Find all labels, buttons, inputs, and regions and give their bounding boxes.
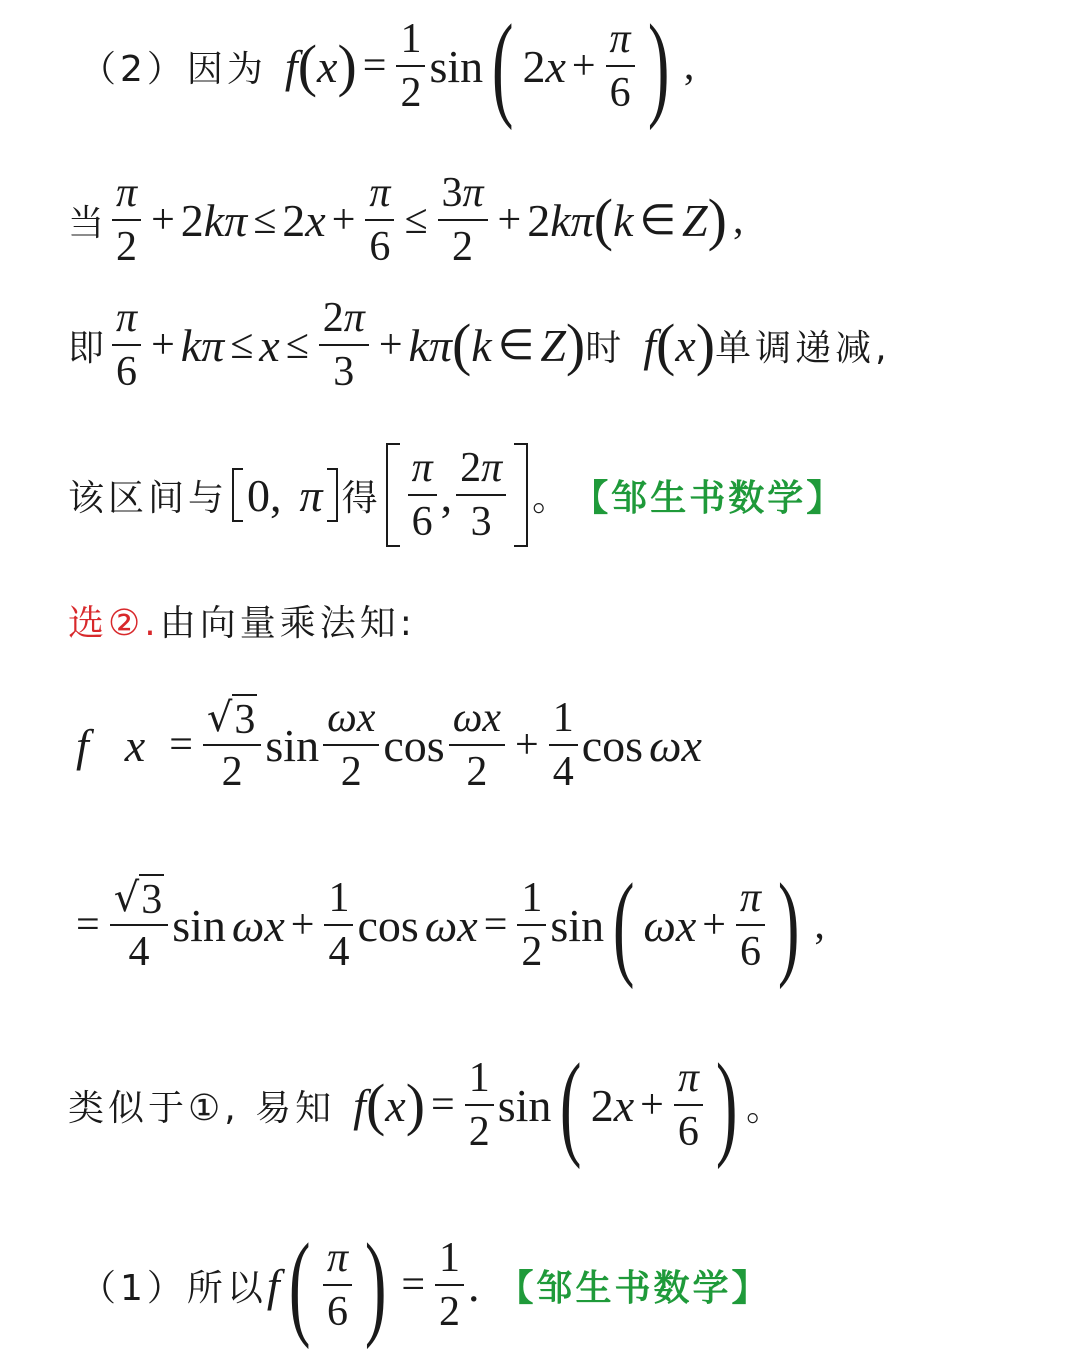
plus-sign: +: [378, 322, 403, 368]
in-sign: ∈: [497, 323, 535, 369]
fraction-half: [517, 872, 546, 978]
coef: 2: [522, 40, 546, 92]
equals-sign: =: [169, 722, 193, 768]
fraction-1-4: [549, 692, 578, 798]
cos-fn: cos: [357, 899, 419, 951]
shi-label: 时: [585, 327, 626, 369]
interval-label: 该区间与: [68, 477, 229, 519]
equals-sign: =: [362, 43, 387, 89]
denominator: 4: [552, 749, 574, 795]
denominator: 2: [116, 224, 138, 270]
fraction-wx-2: [449, 692, 505, 798]
var-x: x: [124, 719, 146, 771]
line-choose2: [0, 550, 1080, 690]
denominator: 6: [739, 929, 761, 975]
watermark-label: 【邹生书数学】: [572, 477, 846, 519]
numerator: π: [739, 875, 762, 921]
var-k: k: [471, 319, 492, 371]
paren: ): [565, 312, 586, 377]
denominator: 3: [470, 499, 492, 545]
comma: ,: [814, 902, 825, 948]
numerator: 1: [552, 695, 574, 741]
denominator: 2: [521, 929, 543, 975]
sin-fn: sin: [429, 40, 484, 92]
set-z: Z: [682, 194, 708, 246]
line-part1: [0, 1215, 1080, 1355]
set-z: Z: [540, 319, 566, 371]
numerator: ωx: [327, 695, 376, 741]
radicand: 3: [139, 874, 164, 924]
numerator: π: [116, 295, 138, 341]
denominator: 2: [439, 1289, 461, 1335]
numerator: 1: [400, 16, 422, 62]
watermark-label: 【邹生书数学】: [497, 1267, 771, 1309]
fraction-pi-6: [606, 13, 635, 119]
paren: (: [451, 312, 472, 377]
digit: 3: [441, 170, 463, 216]
part1-label: （1）所以: [80, 1267, 267, 1309]
plus-sign: +: [497, 197, 522, 243]
fraction-half: [435, 1232, 464, 1338]
pi: π: [481, 445, 503, 491]
fraction-sqrt3-2: [203, 692, 262, 798]
denominator: 6: [369, 224, 391, 270]
big-paren: ): [715, 1039, 738, 1170]
coef: 2: [180, 194, 204, 246]
var-x: x: [613, 1079, 635, 1131]
equals-sign: =: [76, 902, 100, 948]
equals-sign: =: [431, 1082, 455, 1128]
fraction-pi-6: [408, 442, 437, 548]
line-part2: [0, 0, 1080, 136]
denominator: 6: [411, 499, 433, 545]
pi: π: [299, 469, 323, 521]
numerator: π: [369, 170, 391, 216]
plus-sign: +: [151, 322, 175, 368]
big-paren: ): [647, 0, 670, 131]
denominator: 6: [677, 1109, 699, 1155]
numerator: π: [326, 1235, 349, 1281]
pi: π: [343, 295, 365, 341]
fraction-pi-6: [112, 292, 141, 398]
big-paren: ): [364, 1219, 387, 1350]
denominator: 4: [128, 929, 150, 975]
in-sign: ∈: [639, 198, 677, 244]
denominator: 2: [221, 749, 243, 795]
digit: 2: [322, 295, 344, 341]
denominator: 6: [116, 349, 138, 395]
sin-fn: sin: [550, 899, 605, 951]
equals-sign: =: [483, 902, 508, 948]
fraction-wx-2: [323, 692, 379, 798]
big-bracket-left: [386, 443, 400, 547]
big-paren: ): [777, 859, 800, 990]
k-pi: kπ: [203, 194, 248, 246]
denominator: 6: [327, 1289, 348, 1335]
omega-x: ωx: [424, 899, 478, 951]
comma: ,: [732, 197, 744, 243]
fraction-pi-6: [674, 1052, 703, 1158]
comma: ,: [440, 469, 453, 521]
cos-fn: cos: [581, 719, 644, 771]
ji-label: 即: [68, 327, 109, 369]
fraction-pi-2: [112, 167, 141, 273]
paren: ): [695, 312, 716, 377]
plus-sign: +: [151, 197, 175, 243]
plus-sign: +: [515, 722, 539, 768]
k-pi: kπ: [408, 319, 452, 371]
radical-sign: √: [113, 875, 140, 921]
fraction-half: [465, 1052, 494, 1158]
numerator: 1: [439, 1235, 461, 1281]
big-paren: (: [491, 0, 514, 131]
line-similar: [0, 1035, 1080, 1175]
numerator: π: [609, 16, 631, 62]
radicand: 3: [232, 694, 257, 744]
var-k: k: [613, 194, 634, 246]
le-sign: ≤: [285, 322, 309, 368]
plus-sign: +: [702, 902, 726, 948]
choose2-marker: 选②.: [68, 602, 160, 644]
denominator: 2: [468, 1109, 490, 1155]
coef: 2: [527, 194, 551, 246]
bracket-right: [327, 468, 338, 522]
paren: ): [707, 187, 727, 252]
line-inequality: [0, 150, 1080, 290]
sin-fn: sin: [265, 719, 320, 771]
numerator: π: [116, 170, 138, 216]
decreasing-label: 单调递减,: [715, 327, 891, 369]
paren: (: [656, 312, 676, 377]
paren: ): [337, 33, 357, 98]
k-pi: kπ: [180, 319, 225, 371]
var-x: x: [675, 319, 696, 371]
zero: 0,: [247, 469, 282, 521]
numerator: 1: [521, 875, 543, 921]
plus-sign: +: [640, 1082, 664, 1128]
numerator: [319, 292, 369, 344]
fraction-pi-6: [365, 167, 394, 273]
denominator: 3: [333, 349, 355, 395]
equals-sign: =: [401, 1262, 426, 1308]
big-bracket-right: [514, 443, 528, 547]
fx-f: f: [76, 719, 89, 771]
fraction-pi-6: [323, 1232, 352, 1338]
var-x: x: [385, 1079, 406, 1131]
comma: ,: [683, 43, 695, 89]
paren: (: [593, 187, 614, 252]
fx-f: f: [284, 40, 298, 92]
omega-x: ωx: [231, 899, 285, 951]
omega-x: ωx: [643, 899, 697, 951]
fx-f: f: [266, 1259, 280, 1311]
var-x: x: [259, 319, 280, 371]
numerator: [110, 872, 169, 924]
fraction-2pi-3: [456, 442, 506, 548]
fraction-2pi-3: [319, 292, 369, 398]
denominator: 4: [328, 929, 350, 975]
sin-fn: sin: [497, 1079, 552, 1131]
numerator: π: [411, 445, 433, 491]
sin-fn: sin: [172, 899, 226, 951]
line-result-interval: [0, 425, 1080, 565]
part2-label: （2）因为: [80, 48, 267, 90]
le-sign: ≤: [404, 197, 428, 243]
k-pi: kπ: [550, 194, 594, 246]
le-sign: ≤: [230, 322, 254, 368]
numerator: [438, 167, 488, 219]
full-stop: 。: [532, 477, 573, 519]
period: .: [468, 1259, 480, 1311]
line-interval: [0, 275, 1080, 415]
coef: 2: [590, 1079, 614, 1131]
numerator: 1: [468, 1055, 490, 1101]
var-x: x: [305, 194, 326, 246]
plus-sign: +: [290, 902, 315, 948]
denominator: 2: [452, 224, 474, 270]
numerator: [456, 442, 506, 494]
choose2-text: 由向量乘法知:: [159, 602, 416, 644]
coef: 2: [282, 194, 306, 246]
plus-sign: +: [331, 197, 356, 243]
paren: (: [297, 33, 318, 98]
denominator: 2: [340, 749, 362, 795]
paren: (: [365, 1072, 386, 1137]
big-paren: (: [612, 859, 635, 990]
omega-x: ωx: [649, 719, 702, 771]
numerator: π: [677, 1055, 699, 1101]
fraction-pi-6: [736, 872, 765, 978]
numerator: ωx: [452, 695, 501, 741]
full-stop: 。: [746, 1087, 787, 1129]
plus-sign: +: [571, 43, 596, 89]
le-sign: ≤: [253, 197, 277, 243]
line-simplify: [0, 855, 1080, 995]
paren: ): [405, 1072, 426, 1137]
big-paren: (: [560, 1039, 582, 1170]
digit: 2: [460, 445, 482, 491]
fraction-1-4: [324, 872, 353, 978]
de-label: 得: [341, 477, 382, 519]
line-vector-product: [0, 675, 1080, 815]
var-x: x: [545, 40, 566, 92]
fraction-3pi-2: [438, 167, 488, 273]
cos-fn: cos: [383, 719, 445, 771]
when-label: 当: [68, 202, 109, 244]
numerator: [203, 692, 262, 744]
denominator: 6: [609, 70, 631, 116]
pi: π: [462, 170, 484, 216]
var-x: x: [317, 40, 338, 92]
numerator: 1: [328, 875, 350, 921]
fx-f: f: [643, 319, 657, 371]
radical-sign: √: [206, 695, 233, 741]
big-paren: (: [288, 1219, 311, 1350]
denominator: 2: [400, 70, 422, 116]
fraction-sqrt3-4: [110, 872, 169, 978]
fraction-half: [396, 13, 425, 119]
similar-label: 类似于①, 易知: [68, 1087, 336, 1129]
fx-f: f: [353, 1079, 366, 1131]
denominator: 2: [466, 749, 488, 795]
bracket-left: [232, 468, 243, 522]
